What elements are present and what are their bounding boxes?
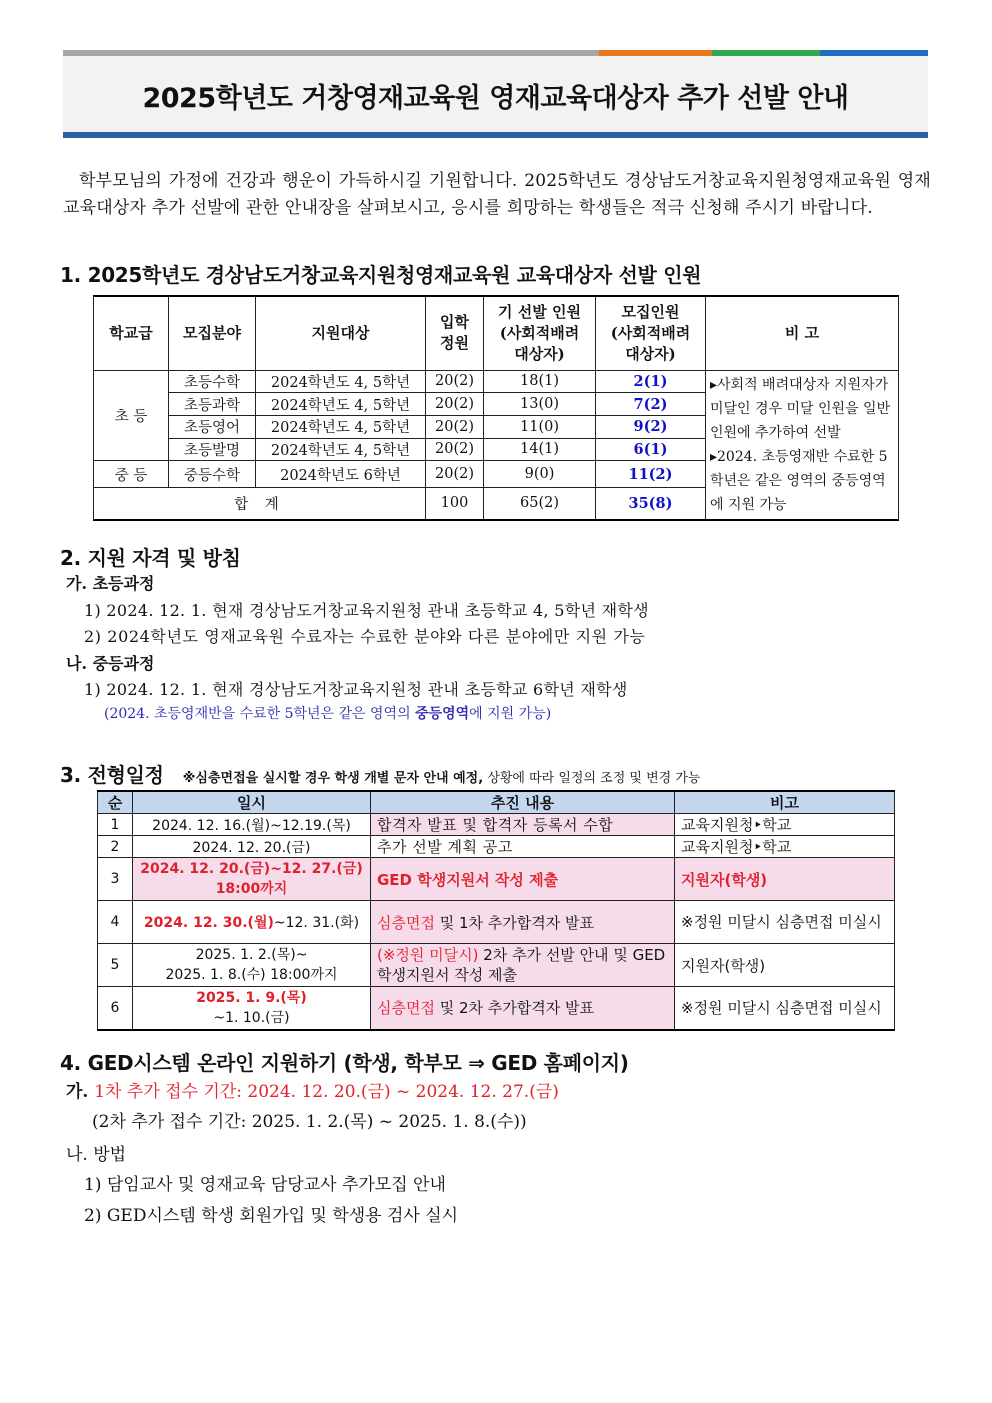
schedule-table — [97, 790, 895, 1031]
cell-target: 2024학년도 6학년 — [256, 461, 426, 488]
table-row — [94, 370, 899, 393]
cell-field: 초등영어 — [169, 415, 256, 438]
table-row — [98, 987, 895, 1030]
header-note: 비 고 — [706, 296, 899, 370]
schedule-note: 상황에 따라 일정의 조정 및 변경 가능 — [483, 771, 701, 786]
cell-date: 2024. 12. 20.(금) — [133, 836, 371, 858]
section2-heading: 2. 지원 자격 및 방침 — [60, 546, 241, 570]
cell-content: 심층면접 및 1차 추가합격자 발표 — [371, 901, 675, 944]
section4-heading: 4. GED시스템 온라인 지원하기 (학생, 학부모 ⇒ GED 홈페이지) — [60, 1051, 629, 1075]
section1-heading: 1. 2025학년도 경상남도거창교육지원청영재교육원 교육대상자 선발 인원 — [60, 263, 702, 287]
note-cell — [706, 370, 899, 520]
table-row — [98, 858, 895, 901]
cell-quota: 20(2) — [426, 461, 484, 488]
cell-selected: 11(0) — [484, 415, 596, 438]
s2-a2: 2) 2024학년도 영재교육원 수료자는 수료한 분야와 다른 분야에만 지원 가능 — [84, 627, 646, 646]
total-quota: 100 — [426, 487, 484, 519]
cell-quota: 20(2) — [426, 415, 484, 438]
cell-no: 3 — [98, 858, 133, 901]
cell-no: 5 — [98, 944, 133, 987]
header-remark: 비고 — [675, 791, 895, 814]
s2-b2: (2024. 초등영재반을 수료한 5학년은 같은 영역의 중등영역에 지원 가능) — [104, 706, 552, 722]
cell-recruit: 2(1) — [596, 370, 706, 393]
cell-content: 추가 선발 계획 공고 — [371, 836, 675, 858]
cell-target: 2024학년도 4, 5학년 — [256, 393, 426, 416]
cell-content: GED 학생지원서 작성 제출 — [371, 858, 675, 901]
cell-selected: 13(0) — [484, 393, 596, 416]
cell-remark: ※정원 미달시 심층면접 미실시 — [675, 901, 895, 944]
cell-no: 2 — [98, 836, 133, 858]
table-row — [98, 901, 895, 944]
color-bar — [63, 50, 928, 56]
cell-content: 심층면접 및 2차 추가합격자 발표 — [371, 987, 675, 1030]
cell-date: 2025. 1. 9.(목) ~1. 10.(금) — [133, 987, 371, 1030]
header-no: 순 — [98, 791, 133, 814]
title-banner — [63, 50, 928, 138]
header-school: 학교급 — [94, 296, 169, 370]
cell-field: 초등발명 — [169, 438, 256, 461]
cell-date: 2024. 12. 30.(월)~12. 31.(화) — [133, 901, 371, 944]
total-selected: 65(2) — [484, 487, 596, 519]
title-underline — [63, 132, 928, 138]
s2-a-title: 가. 초등과정 — [66, 574, 155, 593]
s4-a2: (2차 추가 접수 기간: 2025. 1. 2.(목) ~ 2025. 1. 8.(수)) — [92, 1112, 527, 1132]
cell-target: 2024학년도 4, 5학년 — [256, 370, 426, 393]
cell-no: 4 — [98, 901, 133, 944]
cell-target: 2024학년도 4, 5학년 — [256, 415, 426, 438]
s4-b-title: 나. 방법 — [66, 1145, 127, 1165]
cell-field: 중등수학 — [169, 461, 256, 488]
cell-selected: 9(0) — [484, 461, 596, 488]
s4-a: 가. 1차 추가 접수 기간: 2024. 12. 20.(금) ~ 2024. 12. 27.(금) — [66, 1082, 559, 1102]
header-selected: 기 선발 인원 (사회적배려 대상자) — [484, 296, 596, 370]
page-title: 2025학년도 거창영재교육원 영재교육대상자 추가 선발 안내 — [142, 83, 849, 114]
intro-paragraph: 학부모님의 가정에 건강과 행운이 가득하시길 기원합니다. 2025학년도 경상남도거창교육지원청영재교육원 영재교육대상자 추가 선발에 관한 안내장을 살펴보시고, 응시를 희망하는 학생들은 적극 신청해 주시기 바랍니다. — [63, 171, 931, 218]
cell-quota: 20(2) — [426, 438, 484, 461]
cell-recruit: 9(2) — [596, 415, 706, 438]
cell-remark: 교육지원청‣학교 — [675, 814, 895, 836]
cell-field: 초등수학 — [169, 370, 256, 393]
cell-content: 합격자 발표 및 합격자 등록서 수합 — [371, 814, 675, 836]
header-date: 일시 — [133, 791, 371, 814]
table-row — [98, 836, 895, 858]
s4-b1: 1) 담임교사 및 영재교육 담당교사 추가모집 안내 — [84, 1175, 446, 1195]
cell-recruit: 11(2) — [596, 461, 706, 488]
cell-no: 6 — [98, 987, 133, 1030]
cell-quota: 20(2) — [426, 370, 484, 393]
table-row — [98, 814, 895, 836]
section3-heading: 3. 전형일정 — [60, 763, 164, 787]
s4-b2: 2) GED시스템 학생 회원가입 및 학생용 검사 실시 — [84, 1206, 459, 1226]
cell-field: 초등과학 — [169, 393, 256, 416]
s2-a1: 1) 2024. 12. 1. 현재 경상남도거창교육지원청 관내 초등학교 4, 5학년 재학생 — [84, 601, 649, 620]
schedule-header-row — [98, 791, 895, 814]
cell-recruit: 6(1) — [596, 438, 706, 461]
table-header-row — [94, 296, 899, 370]
cell-remark: 지원자(학생) — [675, 944, 895, 987]
header-content: 추진 내용 — [371, 791, 675, 814]
cell-remark: 지원자(학생) — [675, 858, 895, 901]
cell-quota: 20(2) — [426, 393, 484, 416]
header-recruit: 모집인원 (사회적배려 대상자) — [596, 296, 706, 370]
cell-no: 1 — [98, 814, 133, 836]
note-1: ▸사회적 배려대상자 지원자가 미달인 경우 미달 인원을 일반인원에 추가하여 선발 — [710, 376, 891, 441]
level-middle: 중 등 — [94, 461, 169, 488]
cell-content: (※정원 미달시) 2차 추가 선발 안내 및 GED 학생지원서 작성 제출 — [371, 944, 675, 987]
cell-date: 2025. 1. 2.(목)~ 2025. 1. 8.(수) 18:00까지 — [133, 944, 371, 987]
schedule-note-bold: ※심층면접을 실시할 경우 학생 개별 문자 안내 예정, — [182, 771, 484, 786]
s2-b1: 1) 2024. 12. 1. 현재 경상남도거창교육지원청 관내 초등학교 6학년 재학생 — [84, 680, 628, 699]
table-row — [98, 944, 895, 987]
header-target: 지원대상 — [256, 296, 426, 370]
s2-b-title: 나. 중등과정 — [66, 654, 155, 673]
cell-remark: 교육지원청‣학교 — [675, 836, 895, 858]
cell-recruit: 7(2) — [596, 393, 706, 416]
total-recruit: 35(8) — [596, 487, 706, 519]
total-label: 합 계 — [94, 487, 426, 519]
cell-selected: 14(1) — [484, 438, 596, 461]
cell-date: 2024. 12. 20.(금)~12. 27.(금) 18:00까지 — [133, 858, 371, 901]
cell-selected: 18(1) — [484, 370, 596, 393]
section3-header — [60, 759, 700, 788]
header-field: 모집분야 — [169, 296, 256, 370]
level-elementary: 초 등 — [94, 370, 169, 461]
cell-remark: ※정원 미달시 심층면접 미실시 — [675, 987, 895, 1030]
cell-date: 2024. 12. 16.(월)~12.19.(목) — [133, 814, 371, 836]
quota-table — [93, 295, 899, 521]
cell-target: 2024학년도 4, 5학년 — [256, 438, 426, 461]
header-quota: 입학 정원 — [426, 296, 484, 370]
note-2: ▸2024. 초등영재반 수료한 5학년은 같은 영역의 중등영역에 지원 가능 — [710, 448, 888, 513]
